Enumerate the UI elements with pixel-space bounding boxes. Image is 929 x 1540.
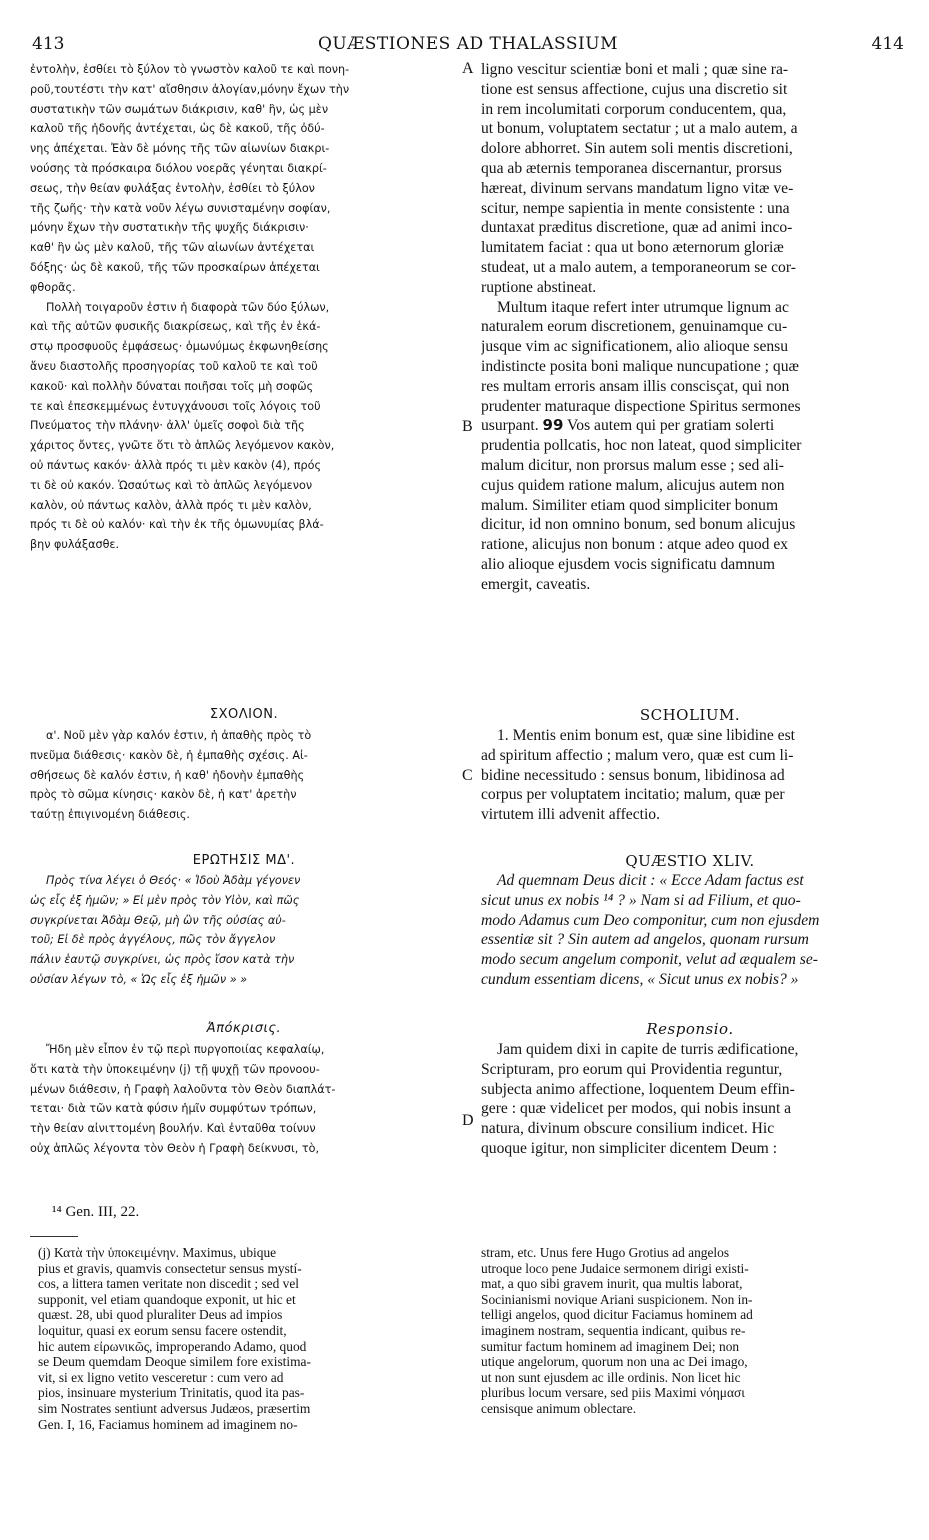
greek-column: [30, 60, 458, 555]
text-line: quoque igitur, non simpliciter dicentem Deum :: [481, 1139, 778, 1157]
margin-letter-a: A: [462, 60, 474, 77]
text-line: ἐντολὴν, ἐσθίει τὸ ξύλον τὸ γνωστὸν καλοῦ τε καὶ πονη-: [30, 63, 350, 76]
text-line: res multam erroris ansam illis conscisçat, qui non: [481, 377, 790, 395]
question-text-greek: [30, 871, 458, 990]
greek-paragraph-2: [30, 298, 458, 555]
text-line: βην φυλάξασθε.: [30, 538, 120, 552]
latin-column-break-line: usurpant. 99 Vos autem qui per gratiam solerti: [481, 416, 775, 435]
text-line: ligno vescitur scientiæ boni et mali ; quæ sine ra-: [481, 61, 789, 78]
text-line: (j) Κατὰ τὴν ὑποκειμένην. Maximus, ubique: [38, 1245, 277, 1260]
running-title: QUÆSTIONES AD THALASSIUM: [317, 34, 618, 54]
latin-question: [481, 851, 899, 990]
text-line: σθήσεως δὲ καλόν ἐστιν, ἡ καθ' ἡδονὴν ἐμπαθὴς: [30, 768, 305, 782]
text-line: hic autem εἰρωνικῶς, improperando Adamo, quod: [38, 1338, 307, 1354]
text-line: πνεῦμα διάθεσις· κακὸν δὲ, ἡ ἐμπαθὴς σχέσις. Αἰ-: [30, 748, 308, 762]
scholium-text: [481, 726, 899, 825]
text-line: ὡς εἷς ἐξ ἡμῶν; » Εἰ μὲν πρὸς τὸν Υἱὸν, καὶ πῶς: [30, 893, 300, 907]
text-line: πάλιν ἑαυτῷ συγκρίνει, ὡς πρὸς ἴσον κατὰ τὴν: [30, 953, 295, 967]
text-line: utroque loco pene Judaice sermonem dirigi existi-: [481, 1260, 749, 1276]
text-line: modo secum angelum componit, velut ad æqualem se-: [481, 951, 818, 969]
greek-scholion: [30, 704, 458, 825]
text-line: Multum itaque refert inter utrumque lignum ac: [497, 298, 789, 316]
text-line: sim Nostrates sentiunt adversus Judæos, præsertim: [38, 1400, 311, 1416]
text-line: imaginem nostram, sequentia indicant, quibus re-: [481, 1322, 746, 1338]
text-line: gere : quæ videlicet per modos, qui nobis insunt a: [481, 1100, 792, 1118]
column-number: 99: [542, 416, 564, 435]
text-line: dicitur, id non omnino bonum, sed bonum alicujus: [481, 516, 796, 534]
greek-answer: [30, 1018, 458, 1159]
text-line: τὴν θείαν αἰνιττομένη βουλήν. Καὶ ἐνταῦθα τοίνυν: [30, 1122, 316, 1136]
text-line: τε καὶ ἐπεσκεμμένως ἐντυγχάνουσι τοῖς λόγοις τοῦ: [30, 399, 321, 413]
text-line: ratione, alicujus non bonum : atque adeo quod ex: [481, 536, 789, 554]
text-line: Jam quidem dixi in capite de turris ædificatione,: [497, 1041, 799, 1058]
text-line: Πνεύματος τὴν πλάνην· ἀλλ' ὑμεῖς σοφοὶ διὰ τῆς: [30, 419, 305, 433]
latin-scholium: [481, 704, 899, 825]
text-line: κακοῦ· καὶ πολλὴν δύναται ποιῆσαι τοῖς μὴ σοφῶς: [30, 379, 314, 393]
margin-letter-d: D: [462, 1112, 474, 1129]
page-number-left: 413: [32, 34, 65, 54]
answer-title-greek: Ἀπόκρισις.: [206, 1021, 282, 1036]
text-line: stram, etc. Unus fere Hugo Grotius ad angelos: [481, 1245, 730, 1260]
text-line: prudenter maturaque dispectione Spiritus sermones: [481, 397, 801, 415]
text-line: telligi angelos, quod dicitur Faciamus hominem ad: [481, 1307, 753, 1323]
text-line: mat, a quo sibi gravem inurit, qua multis laborat,: [481, 1276, 743, 1292]
text-line: sicut unus ex nobis ¹⁴ ? » Nam si ad Filium, et quo-: [481, 891, 801, 909]
text-line: pluribus locum versare, sed piis Maximi νόημασι: [481, 1385, 745, 1401]
text-line: συστατικὴν τῶν σωμάτων διάκρισιν, καθ' ἣν, ὡς μὲν: [30, 102, 329, 116]
text-line: οὐ πάντως κακόν· ἀλλὰ πρός τι μὲν κακὸν (4), πρός: [30, 458, 322, 472]
text-line: χάριτος ὄντες, γνῶτε ὅτι τὸ ἁπλῶς λεγόμενον κακὸν,: [30, 439, 335, 453]
answer-title-latin: Responsio.: [646, 1020, 734, 1038]
text-line: μόνην ἔχων τὴν συστατικὴν τῆς ψυχῆς διάκρισιν·: [30, 221, 309, 235]
text-line: qua ab æternis temporanea discernantur, prorsus: [481, 159, 782, 177]
text-line: sumitur factum hominem ad imaginem Dei; non: [481, 1338, 740, 1354]
answer-text-greek: [30, 1040, 458, 1159]
question-title-greek: ΕΡΩΤΗΣΙΣ ΜΔ'.: [192, 853, 296, 868]
text-line: ut non sunt ejusdem ac ille ordinis. Non licet hic: [481, 1369, 741, 1385]
text-line: subjecta animo affectione, loquentem Deum effin-: [481, 1080, 795, 1098]
margin-letter-b: B: [462, 418, 473, 435]
text-line: καθ' ἣν ὡς μὲν καλοῦ, τῆς τῶν αἰωνίων ἀντέχεται: [30, 241, 315, 255]
text-line: καλὸν, οὐ πάντως καλὸν, ἀλλὰ πρός τι μὲν καλὸν,: [30, 498, 312, 512]
text-line: ἄνευ διαστολῆς προσηγορίας τοῦ καλοῦ τε καὶ τοῦ: [30, 359, 318, 373]
text-line: quæst. 28, ubi quod pluraliter Deus ad impios: [38, 1307, 283, 1323]
footnote-rule: [30, 1236, 78, 1237]
text-line: οὐσίαν λέγων τὸ, « Ὡς εἷς ἐξ ἡμῶν » »: [30, 972, 248, 986]
editor-note-right: [481, 1245, 899, 1417]
text-line: se Deum quemdam Deoque similem fore existima-: [38, 1354, 311, 1370]
text-line: ὅτι κατὰ τὴν ὑποκειμένην (j) τῇ ψυχῇ τῶν προνοου-: [30, 1062, 320, 1076]
scholion-text: [30, 726, 458, 825]
greek-paragraph-1: [30, 60, 458, 298]
text-line: modo Adamus cum Deo componitur, cum non ejusdem: [481, 911, 820, 929]
text-line: καὶ τῆς αὐτῶν φυσικῆς διακρίσεως, καὶ τῆς ἐν ἑκά-: [30, 320, 321, 334]
text-line: natura, divinum obscure consilium indicet. Hic: [481, 1120, 775, 1138]
page-number-right: 414: [871, 34, 904, 54]
text-line: καλοῦ τῆς ἡδονῆς ἀντέχεται, ὡς δὲ κακοῦ, τῆς ὀδύ-: [30, 122, 325, 136]
text-line: supponit, vel etiam quandoque exponit, ut hic et: [38, 1291, 296, 1307]
text-line: malum. Similiter etiam quod simpliciter bonum: [481, 496, 779, 514]
text-line: τῆς ζωῆς· τὴν κατὰ νοῦν λέγω συνισταμένην σοφίαν,: [30, 201, 331, 215]
text-line: pios, insinuare mysterium Trinitatis, quod ita pas-: [38, 1385, 305, 1401]
latin-answer: [481, 1018, 899, 1159]
text-line: dolore abhorret. Sin autem soli mentis discretioni,: [481, 140, 793, 158]
footnote-reference: ¹⁴ Gen. III, 22.: [52, 1204, 140, 1220]
text-line: Ad quemnam Deus dicit : « Ecce Adam factus est: [497, 872, 804, 889]
text-line: vit, si ex ligno vetito vesceretur : cum vero ad: [38, 1369, 284, 1385]
text-line: μένων διάθεσιν, ἡ Γραφὴ λαλοῦντα τὸν Θεὸν διαπλάτ-: [30, 1082, 336, 1096]
text-line: virtutem illi advenit affectio.: [481, 806, 660, 824]
text-line: πρός τι δὲ οὐ καλόν· καὶ τὴν ἐκ τῆς ὁμωνυμίας βλά-: [30, 518, 324, 532]
text-line: emergit, caveatis.: [481, 575, 591, 593]
text-line: Gen. I, 16, Faciamus hominem ad imaginem no-: [38, 1416, 298, 1432]
text-line: bidine necessitudo : sensus bonum, libidinosa ad: [481, 766, 785, 784]
text-line: νούσης τὰ πρόσκαιρα διόλου νοερᾶς γένηται διακρί-: [30, 161, 327, 175]
text-line: φθορᾶς.: [30, 280, 76, 294]
text-line: lumitatem faciat : qua ut bono æternorum gloriæ: [481, 239, 784, 257]
text-line: τεται· διὰ τῶν κατὰ φύσιν ἡμῖν συμφύτων τρόπων,: [30, 1102, 317, 1116]
text-line: στῳ προσφυοῦς ἐμφάσεως· ὁμωνύμως ἐκφωνηθείσης: [30, 340, 329, 354]
question-text-latin: [481, 871, 899, 990]
text-line: hæreat, divinum servans mandatum ligno vitæ ve-: [481, 179, 794, 197]
text-line: δόξης· ὡς δὲ κακοῦ, τῆς τῶν προσκαίρων ἀπέχεται: [30, 260, 320, 274]
text-line: ταύτῃ ἐπιγινομένη διάθεσις.: [30, 808, 190, 822]
scholium-title: SCHOLIUM.: [639, 706, 741, 724]
latin-paragraph-2-rest: [481, 436, 899, 594]
text-line: ροῦ,τουτέστι τὴν κατ' αἴσθησιν ἀλογίαν,μόνην ἔχων τὴν: [30, 82, 350, 96]
text-line: scitur, nempe sapientia in mente consistente : una: [481, 199, 790, 217]
text-line: cujus quidem ratione malum, alicujus autem non: [481, 476, 785, 494]
latin-column: [481, 60, 899, 595]
text-line: σεως, τὴν θείαν φυλάξας ἐντολὴν, ἐσθίει τὸ ξύλον: [30, 181, 315, 195]
running-header: [32, 34, 904, 56]
text-line: ad spiritum affectio ; malum vero, quæ est cum li-: [481, 746, 794, 764]
text-line: cos, a littera tamen veritate non discedit ; sed vel: [38, 1276, 300, 1292]
margin-letter-c: C: [462, 767, 473, 784]
text-line: pius et gravis, quamvis consectetur sensus mystí-: [38, 1260, 302, 1276]
scholion-title: ΣΧΟΛΙΟΝ.: [209, 707, 279, 722]
text-line: 1. Mentis enim bonum est, quæ sine libidine est: [497, 727, 795, 744]
text-line: cundum essentiam dicens, « Sicut unus ex nobis? »: [481, 970, 799, 988]
text-line: νης ἀπέχεται. Ἐὰν δὲ μόνης τῆς τῶν αἰωνίων διακρι-: [30, 142, 330, 156]
text-line: indistincte posita boni malique nuncupatione ; quæ: [481, 357, 799, 375]
editor-note-left: [38, 1245, 456, 1432]
text-line: naturalem eorum discretionem, genuinamque cu-: [481, 318, 788, 336]
greek-question: [30, 851, 458, 990]
text-line: συγκρίνεται Ἀδὰμ Θεῷ, μὴ ὢν τῆς οὐσίας αὐ-: [30, 913, 286, 927]
text-line: Socinianismi novique Ariani suspicionem. Non in-: [481, 1291, 753, 1307]
latin-paragraph-1: [481, 60, 899, 298]
latin-paragraph-2: [481, 298, 899, 417]
text-line: corpus per voluptatem incitatio; malum, quæ per: [481, 786, 785, 804]
text-line: α'. Νοῦ μὲν γὰρ καλόν ἐστιν, ἡ ἀπαθὴς πρὸς τὸ: [46, 729, 312, 742]
text-line: censisque animum oblectare.: [481, 1400, 637, 1416]
text-line: jusque vim ac significationem, alio alioque sensu: [481, 338, 789, 356]
text-line: alio alioque ejusdem vocis significatu damnum: [481, 555, 776, 573]
text-line: malum dicitur, non prorsus malum esse ; sed ali-: [481, 456, 784, 474]
text-line: πρὸς τὸ σῶμα κίνησις· κακὸν δὲ, ἡ κατ' ἀρετὴν: [30, 788, 297, 802]
text-line: οὐχ ἁπλῶς λέγοντα τὸν Θεὸν ἡ Γραφὴ δείκνυσι, τὸ,: [30, 1141, 319, 1155]
text-line: prudentia pollcatis, hoc non lateat, quod simpliciter: [481, 437, 802, 455]
text-line: τι δὲ οὐ κακόν. Ὡσαύτως καὶ τὸ ἁπλῶς λεγόμενον: [30, 478, 313, 492]
text-line: in rem incolumitati corporum conducentem, qua,: [481, 100, 787, 118]
answer-text-latin: [481, 1040, 899, 1159]
text-line: studeat, ut a malo autem, a temporaneorum se cor-: [481, 258, 796, 276]
text-line: Ἤδη μὲν εἶπον ἐν τῷ περὶ πυργοποιίας κεφαλαίῳ,: [46, 1043, 325, 1056]
question-title-latin: QUÆSTIO XLIV.: [625, 852, 755, 870]
text-line: ut bonum, voluptatem sectatur ; ut a malo autem, a: [481, 120, 798, 138]
text-line: Scripturam, pro eorum qui Providentia reguntur,: [481, 1060, 783, 1078]
text-line: Πολλὴ τοιγαροῦν ἐστιν ἡ διαφορὰ τῶν δύο ξύλων,: [46, 300, 330, 314]
text-line: τοῦ; Εἰ δὲ πρὸς ἀγγέλους, πῶς τὸν ἄγγελον: [30, 933, 276, 947]
text-line: Πρὸς τίνα λέγει ὁ Θεός· « Ἰδοὺ Ἀδὰμ γέγονεν: [46, 874, 301, 887]
text-line: loquitur, quasi ex eorum sensu facere ostendit,: [38, 1322, 287, 1338]
text-line: essentiæ sit ? Sin autem ad angelos, quonam rursum: [481, 931, 809, 949]
text-line: utique angelorum, quorum non una ac Dei imago,: [481, 1354, 748, 1370]
text-line: duntaxat præditus discretione, quæ ad animi inco-: [481, 219, 793, 237]
text-line: ruptione abstineat.: [481, 278, 597, 296]
text-line: tione est sensus affectione, cujus una discretio sit: [481, 80, 788, 98]
